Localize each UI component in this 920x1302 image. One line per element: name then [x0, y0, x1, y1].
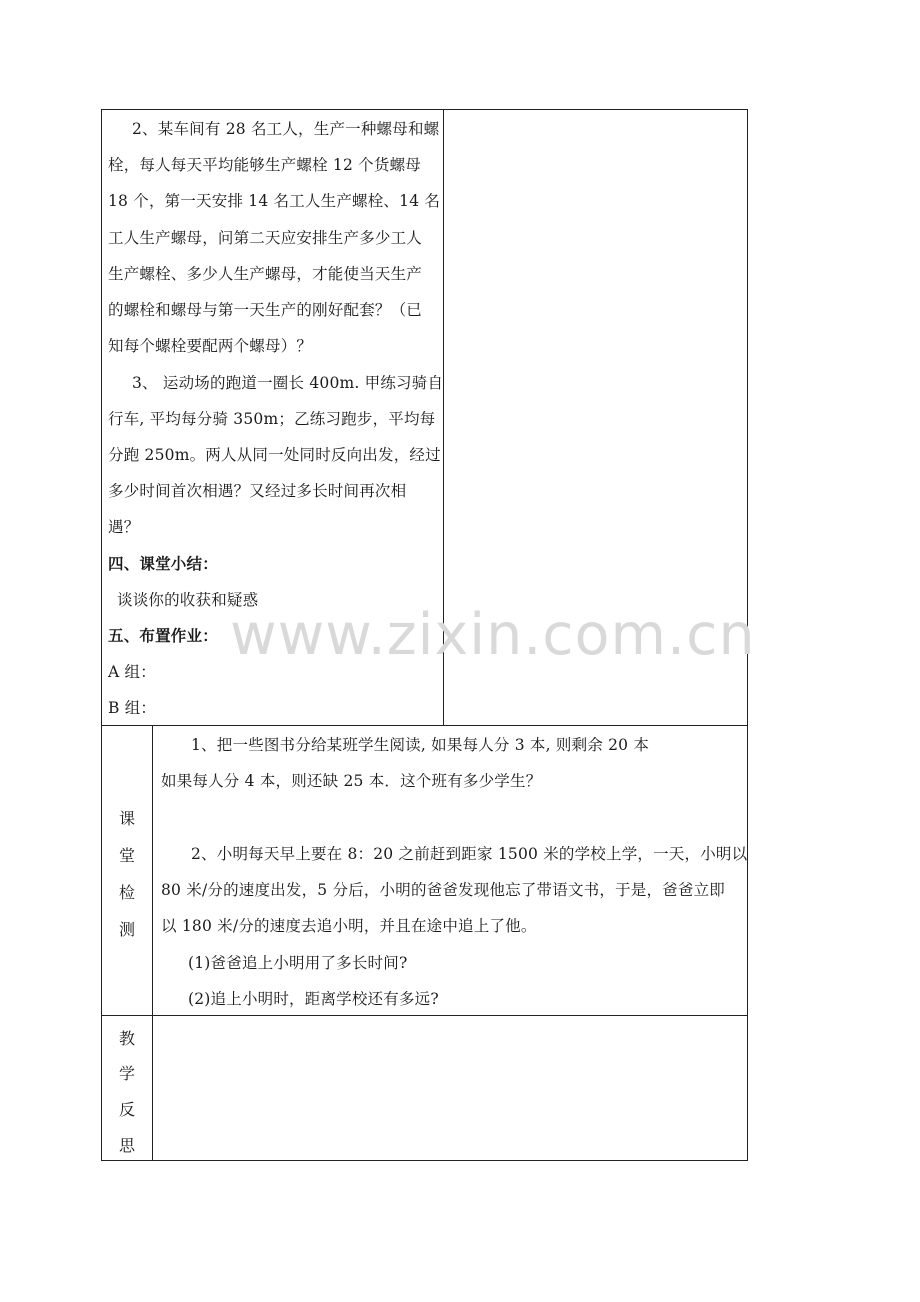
problem-3-line: 行车, 平均每分骑 350m；乙练习跑步，平均每 [108, 410, 436, 428]
table-border-top [101, 109, 748, 110]
section-4-text: 谈谈你的收获和疑惑 [117, 591, 259, 609]
check-label-char: 堂 [118, 846, 135, 865]
problem-3-line: 多少时间首次相遇？又经过多长时间再次相 [108, 482, 407, 500]
problem-2-line: 栓，每人每天平均能够生产螺栓 12 个货螺母 [108, 156, 421, 174]
table-border-bottom [101, 1160, 748, 1161]
reflection-label-char: 学 [118, 1064, 135, 1083]
watermark-text: www.zixin.com.cn [230, 602, 756, 668]
problem-2-line: 的螺栓和螺母与第一天生产的刚好配套？（已 [108, 301, 423, 319]
problem-2-line: 2、某车间有 28 名工人，生产一种螺母和螺 [132, 120, 440, 138]
check-question-2-line: 80 米/分的速度出发，5 分后，小明的爸爸发现他忘了带语文书，于是，爸爸立即 [161, 881, 725, 899]
reflection-section-label [102, 1016, 152, 1160]
problem-2-line: 18 个，第一天安排 14 名工人生产螺栓、14 名 [108, 192, 441, 210]
row-divider-1 [101, 725, 748, 726]
problem-3-line: 分跑 250m。两人从同一处同时反向出发，经过 [108, 446, 441, 464]
check-label-char: 检 [118, 883, 135, 902]
problem-2-line: 生产螺栓、多少人生产螺母，才能使当天生产 [108, 265, 423, 283]
check-section-label [102, 726, 152, 1015]
label-column-divider [152, 725, 153, 1161]
problem-3-line: 遇？ [108, 518, 140, 536]
problem-2-line: 知每个螺栓要配两个螺母）？ [108, 337, 313, 355]
check-subquestion-2: (2)追上小明时，距离学校还有多远? [188, 990, 439, 1008]
check-question-2-line: 以 180 米/分的速度去追小明，并且在途中追上了他。 [161, 917, 537, 935]
check-subquestion-1: (1)爸爸追上小明用了多长时间? [188, 954, 408, 972]
reflection-label-char: 反 [118, 1100, 135, 1119]
group-b-label: B 组： [108, 699, 157, 717]
section-5-title: 五、布置作业： [108, 627, 218, 645]
reflection-label-char: 教 [118, 1029, 135, 1048]
problem-3-line: 3、 运动场的跑道一圈长 400m. 甲练习骑自 [132, 374, 444, 392]
group-a-label: A 组： [108, 663, 156, 681]
check-question-1-line: 如果每人分 4 本，则还缺 25 本．这个班有多少学生？ [161, 772, 542, 790]
reflection-label-char: 思 [118, 1136, 135, 1155]
row-divider-2 [101, 1015, 748, 1016]
check-label-char: 测 [118, 920, 135, 939]
problem-2-line: 工人生产螺母，问第二天应安排生产多少工人 [108, 229, 423, 247]
section-4-title: 四、课堂小结： [108, 555, 218, 573]
check-question-1-line: 1、把一些图书分给某班学生阅读, 如果每人分 3 本, 则剩余 20 本 [191, 736, 650, 754]
check-question-2-line: 2、小明每天早上要在 8：20 之前赶到距家 1500 米的学校上学，一天，小明以 [191, 845, 748, 863]
check-label-char: 课 [118, 809, 135, 828]
